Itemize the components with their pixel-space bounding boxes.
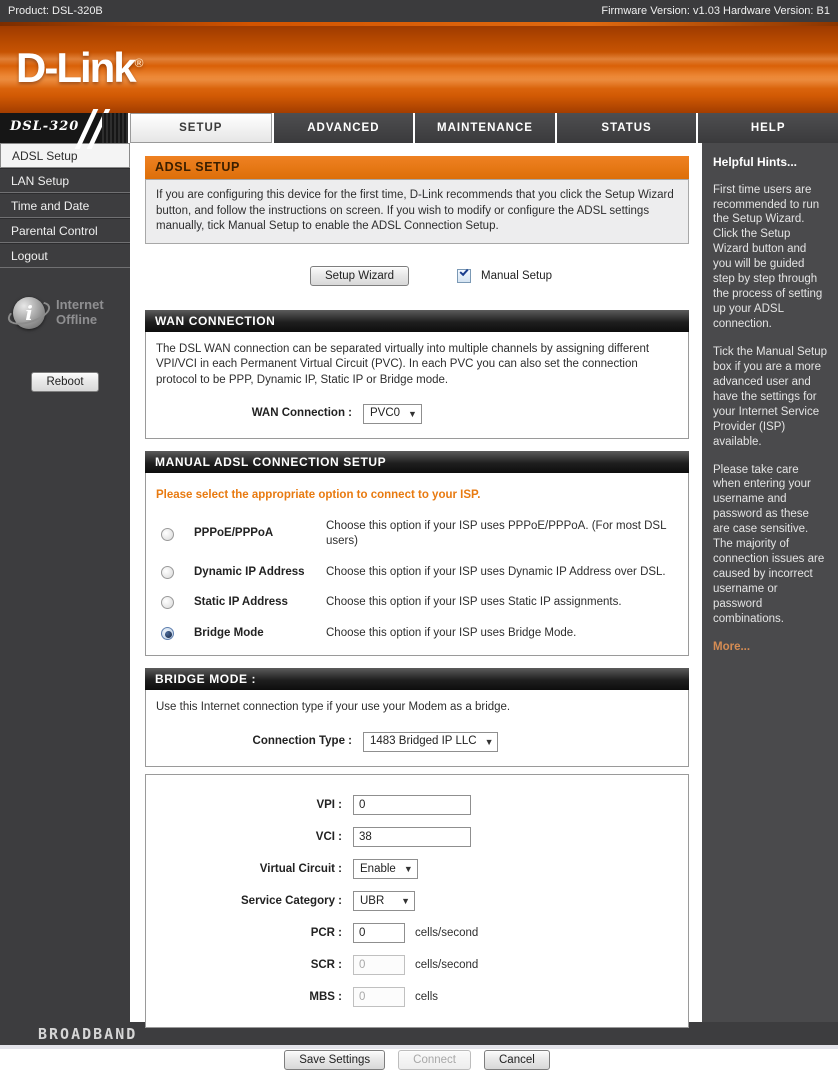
option-row-pppoe: PPPoE/PPPoA Choose this option if your ISP uses PPPoE/PPPoA. (For most DSL users) [156,519,678,550]
scr-input [353,955,405,975]
hint-paragraph: Tick the Manual Setup box if you are a more advanced user and have the settings for your Internet Service Provider (ISP) available. [713,345,827,448]
pcr-label: PCR : [310,926,342,939]
option-row-dynamic-ip: Dynamic IP Address Choose this option if your ISP uses Dynamic IP Address over DSL. [156,565,678,581]
vpi-input[interactable] [353,795,471,815]
service-category-label: Service Category : [241,894,342,907]
footer-strip [0,1045,838,1049]
broadband-logo: BROADBAND [38,1024,138,1043]
tab-status[interactable]: STATUS [557,113,697,143]
chevron-down-icon: ▼ [403,863,413,874]
info-globe-icon: i [10,294,48,332]
bridge-mode-desc: Use this Internet connection type if your use your Modem as a bridge. [156,701,511,714]
registered-mark: ® [134,56,144,70]
product-label: Product: DSL-320B [8,5,103,17]
chevron-down-icon: ▼ [408,409,417,420]
left-sidebar [0,143,130,1022]
bridge-mode-header: BRIDGE MODE : [145,668,689,690]
model-label: DSL-320 [10,119,80,134]
mbs-label: MBS : [309,990,342,1003]
brand-banner [0,26,838,113]
setup-wizard-button[interactable]: Setup Wizard [310,266,409,286]
helpful-hints-panel [702,143,838,1022]
tab-advanced[interactable]: ADVANCED [274,113,414,143]
wan-connection-desc: The DSL WAN connection can be separated virtually into multiple channels by assigning different VPI/VCI in each Permanent Virtual Circuit (PVC). In each PVC you can also set the connection protocol to be PPP, Dynamic IP, Static IP or Bridge mode. [156,342,650,386]
hint-paragraph: Please take care when entering your username and password as these are case sensitive. The majority of connection issues are caused by incorrect username or password combinations. [713,463,825,625]
atm-settings-section [145,774,689,1028]
vci-label: VCI : [315,830,342,843]
tab-setup[interactable]: SETUP [130,113,272,143]
scr-unit: cells/second [415,958,479,971]
cancel-button[interactable]: Cancel [484,1050,550,1070]
sidebar-item-lan-setup[interactable]: LAN Setup [0,168,130,193]
vci-input[interactable] [353,827,471,847]
save-settings-button[interactable]: Save Settings [284,1050,385,1070]
chevron-down-icon: ▼ [401,895,410,906]
bridge-mode-section [145,690,689,767]
manual-adsl-header: MANUAL ADSL CONNECTION SETUP [145,451,689,473]
sidebar-item-adsl-setup[interactable]: ADSL Setup [0,143,130,168]
wizard-row [310,266,689,286]
sidebar-item-parental-control[interactable]: Parental Control [0,218,130,243]
sidebar-item-logout[interactable]: Logout [0,243,130,268]
manual-adsl-section [145,473,689,656]
wan-connection-label: WAN Connection : [251,407,352,420]
pcr-unit: cells/second [415,926,479,939]
action-buttons [145,1050,689,1070]
dlink-logo: D-Link® [16,44,144,91]
firmware-label: Firmware Version: v1.03 Hardware Version: B1 [601,5,830,17]
manual-setup-label: Manual Setup [481,269,552,282]
static-ip-radio[interactable] [161,596,174,609]
internet-status-text: Internet Offline [56,297,104,327]
virtual-circuit-select[interactable]: Enable ▼ [353,859,418,879]
hints-title: Helpful Hints... [713,155,797,169]
isp-option-prompt: Please select the appropriate option to connect to your ISP. [156,489,481,502]
adsl-setup-intro: If you are configuring this device for the first time, D-Link recommends that you click the Setup Wizard button, and follow the instructions on screen. If you wish to modify or configure the ADSL settings manually, tick Manual Setup to enable the ADSL Connection Setup. [145,179,689,244]
connection-type-label: Connection Type : [252,734,352,747]
manual-setup-checkbox[interactable] [457,269,471,283]
adsl-setup-header: ADSL SETUP [145,156,689,179]
sidebar-item-time-and-date[interactable]: Time and Date [0,193,130,218]
virtual-circuit-label: Virtual Circuit : [259,862,342,875]
reboot-button[interactable]: Reboot [31,372,98,392]
option-row-static-ip: Static IP Address Choose this option if your ISP uses Static IP assignments. [156,595,678,611]
main-nav-tabs [0,113,838,143]
connection-type-select[interactable]: 1483 Bridged IP LLC ▼ [363,732,498,752]
option-row-bridge-mode: Bridge Mode Choose this option if your ISP uses Bridge Mode. [156,626,678,642]
tab-maintenance[interactable]: MAINTENANCE [415,113,555,143]
top-status-bar [0,0,838,22]
hatch-decoration [102,113,128,143]
check-icon [459,266,468,275]
mbs-unit: cells [415,990,439,1003]
chevron-down-icon: ▼ [484,736,494,747]
hint-paragraph: First time users are recommended to run the Setup Wizard. Click the Setup Wizard button and you will be guided step by step through the process of setting up your ADSL connection. [713,183,823,331]
wan-connection-select[interactable]: PVC0 ▼ [363,404,422,424]
vpi-label: VPI : [316,798,342,811]
more-link[interactable]: More... [713,640,751,653]
mbs-input [353,987,405,1007]
internet-status [0,268,130,342]
scr-label: SCR : [310,958,342,971]
model-badge [0,113,130,143]
pppoe-radio[interactable] [161,528,174,541]
connect-button: Connect [398,1050,471,1070]
pcr-input[interactable] [353,923,405,943]
service-category-select[interactable]: UBR ▼ [353,891,415,911]
wan-connection-section [145,332,689,440]
bridge-mode-radio[interactable] [161,627,174,640]
main-content [130,143,702,1066]
tab-help[interactable]: HELP [698,113,838,143]
wan-connection-header: WAN CONNECTION [145,310,689,332]
dynamic-ip-radio[interactable] [161,566,174,579]
